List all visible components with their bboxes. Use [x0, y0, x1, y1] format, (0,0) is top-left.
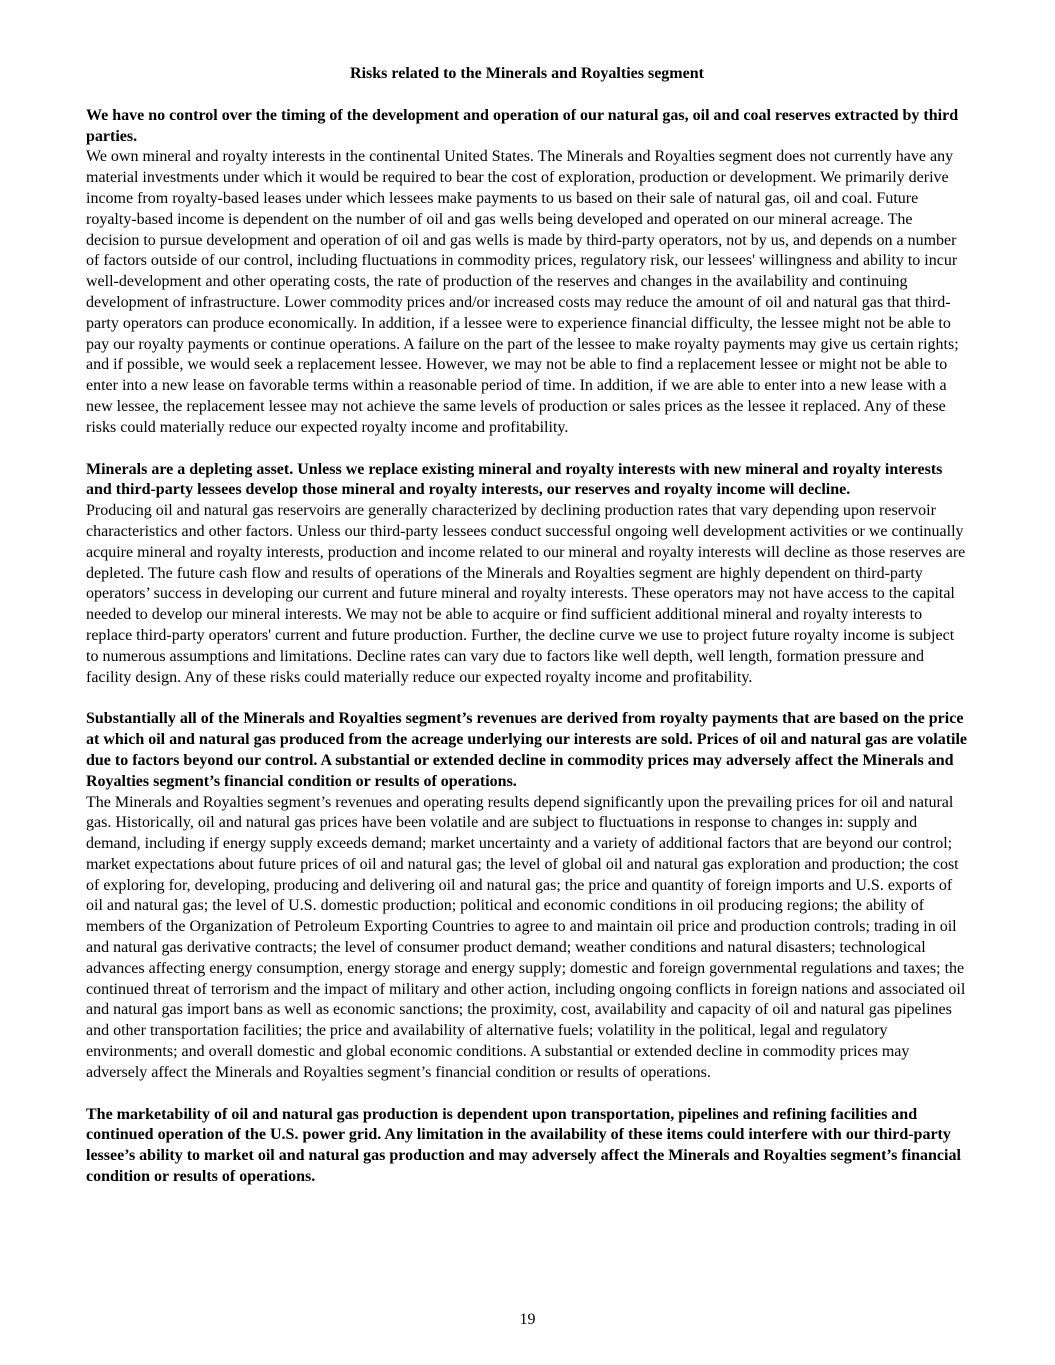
section-body: We own mineral and royalty interests in the continental United States. The Minerals and Royalties segment does not currently have any material investments under which it would be required to bear the cost of exploration, production or development. We primarily derive income from royalty-based leases under which lessees make payments to us based on their sale of natural gas, oil and coal. Future royalty-based income is dependent on the number of oil and gas wells being developed and operated on our mineral acreage. The decision to pursue development and operation of oil and gas wells is made by third-party operators, not by us, and depends on a number of factors outside of our control, including fluctuations in commodity prices, regulatory risk, our lessees' willingness and ability to incur well-development and other operating costs, the rate of production of the reserves and changes in the availability and continuing development of infrastructure. Lower commodity prices and/or increased costs may reduce the amount of oil and natural gas that third-party operators can produce economically. In addition, if a lessee were to experience financial difficulty, the lessee might not be able to pay our royalty payments or continue operations. A failure on the part of the lessee to make royalty payments may give us certain rights; and if possible, we would seek a replacement lessee. However, we may not be able to find a replacement lessee or might not be able to enter into a new lease on favorable terms within a reasonable period of time. In addition, if we are able to enter into a new lease with a new lessee, the replacement lessee may not achieve the same levels of production or sales prices as the lessee it replaced. Any of these risks could materially reduce our expected royalty income and profitability. — [86, 148, 959, 436]
section-heading: The marketability of oil and natural gas production is dependent upon transportation, pipelines and refining facilities and continued operation of the U.S. power grid. Any limitation in the availability of these items could interfere with our third-party lessee’s ability to market oil and natural gas production and may adversely affect the Minerals and Royalties segment’s financial condition or results of operations. — [86, 1105, 961, 1186]
risk-section-3 — [86, 709, 968, 1083]
risk-section-1 — [86, 106, 968, 439]
risk-section-4 — [86, 1105, 968, 1188]
section-heading: We have no control over the timing of the development and operation of our natural gas, oil and coal reserves extracted by third parties. — [86, 106, 959, 145]
page-number: 19 — [519, 1311, 536, 1329]
risk-section-2 — [86, 460, 968, 689]
section-heading: Minerals are a depleting asset. Unless we replace existing mineral and royalty interests with new mineral and royalty interests and third-party lessees develop those mineral and royalty interests, our reserves and royalty income will decline. — [86, 460, 943, 499]
section-body: The Minerals and Royalties segment’s revenues and operating results depend significantly upon the prevailing prices for oil and natural gas. Historically, oil and natural gas prices have been volatile and are subject to fluctuations in response to changes in: supply and demand, including if energy supply exceeds demand; market uncertainty and a variety of additional factors that are beyond our control; market expectations about future prices of oil and natural gas; the level of global oil and natural gas exploration and production; the cost of exploring for, developing, producing and delivering oil and natural gas; the price and quantity of foreign imports and U.S. exports of oil and natural gas; the level of U.S. domestic production; political and economic conditions in oil producing regions; the ability of members of the Organization of Petroleum Exporting Countries to agree to and maintain oil price and production controls; trading in oil and natural gas derivative contracts; the level of consumer product demand; weather conditions and natural disasters; technological advances affecting energy consumption, energy storage and energy supply; domestic and foreign governmental regulations and taxes; the continued threat of terrorism and the impact of military and other action, including ongoing conflicts in foreign nations and associated oil and natural gas import bans as well as economic sanctions; the proximity, cost, availability and capacity of oil and natural gas pipelines and other transportation facilities; the price and availability of alternative fuels; volatility in the political, legal and regulatory environments; and overall domestic and global economic conditions. A substantial or extended decline in commodity prices may adversely affect the Minerals and Royalties segment’s financial condition or results of operations. — [86, 793, 966, 1081]
section-heading: Substantially all of the Minerals and Royalties segment’s revenues are derived from royalty payments that are based on the price at which oil and natural gas produced from the acreage underlying our interests are sold. Prices of oil and natural gas are volatile due to factors beyond our control. A substantial or extended decline in commodity prices may adversely affect the Minerals and Royalties segment’s financial condition or results of operations. — [86, 710, 968, 790]
section-body: Producing oil and natural gas reservoirs are generally characterized by declining production rates that vary depending upon reservoir characteristics and other factors. Unless our third-party lessees conduct successful ongoing well development activities or we continually acquire mineral and royalty interests, production and income related to our mineral and royalty interests will decline as those reserves are depleted. The future cash flow and results of operations of the Minerals and Royalties segment are highly dependent on third-party operators’ success in developing our current and future mineral and royalty interests. These operators may not have access to the capital needed to develop our mineral interests. We may not be able to acquire or find sufficient additional mineral and royalty interests to replace third-party operators' current and future production. Further, the decline curve we use to project future royalty income is subject to numerous assumptions and limitations. Decline rates can vary due to factors like well depth, well length, formation pressure and facility design. Any of these risks could materially reduce our expected royalty income and profitability. — [86, 502, 966, 686]
page-title: Risks related to the Minerals and Royalties segment — [350, 65, 704, 82]
